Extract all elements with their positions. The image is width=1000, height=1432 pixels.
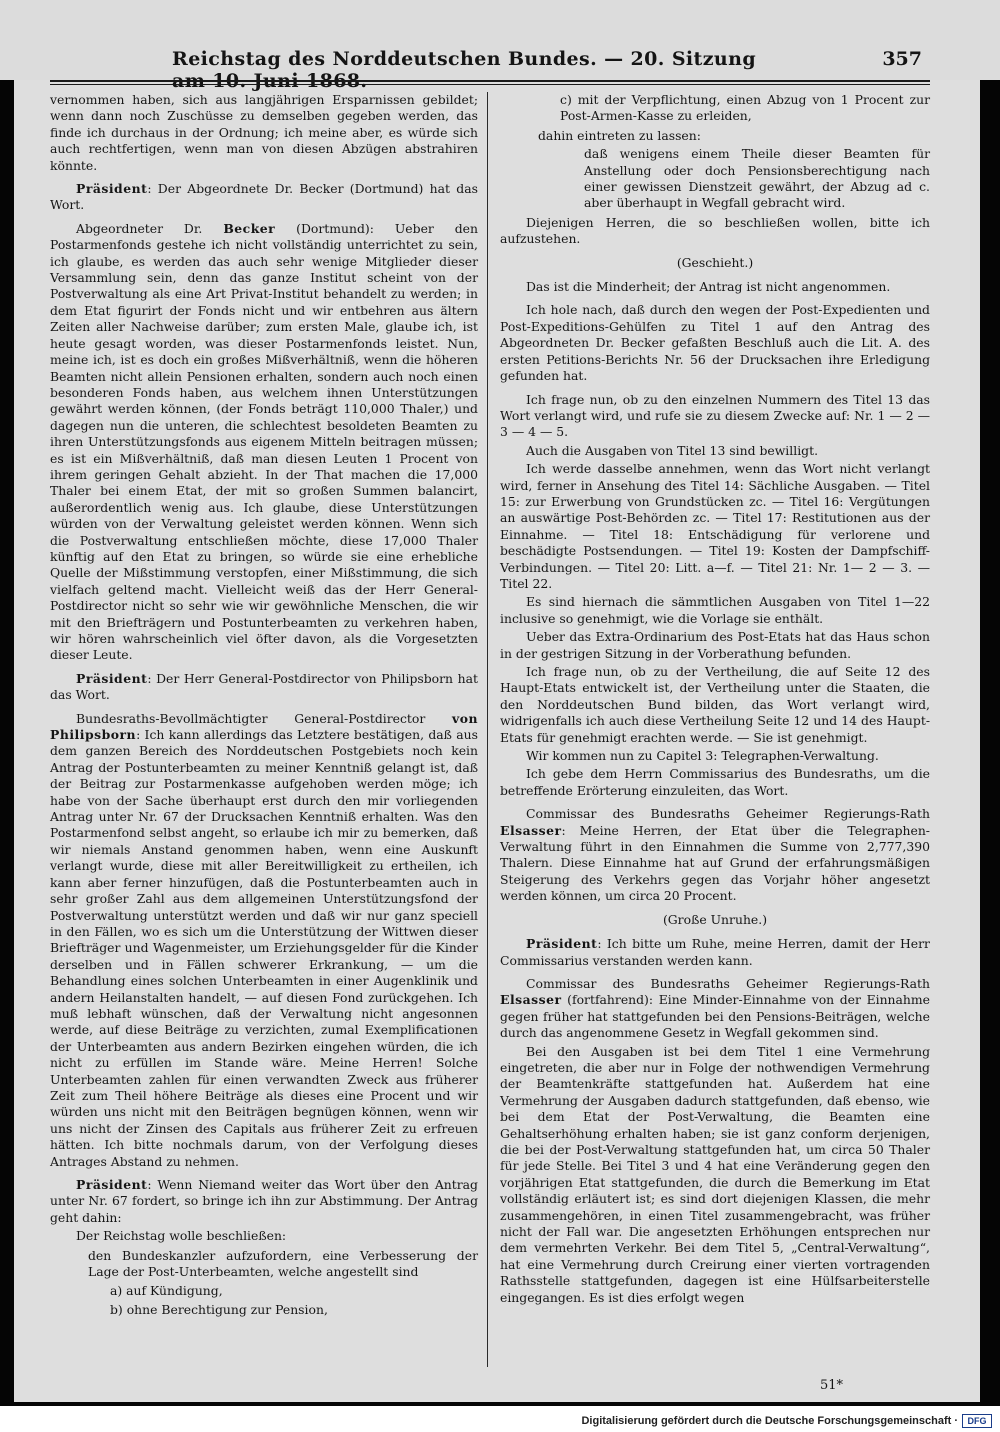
paragraph xyxy=(50,671,478,704)
motion-item: c) mit der Verpflichtung, einen Abzug von 1 Procent zur Post-Armen-Kasse zu erleiden, xyxy=(560,92,930,124)
paragraph: Diejenigen Herren, die so beschließen wollen, bitte ich aufzustehen. xyxy=(500,214,930,247)
speaker-role: Commissar des Bundesraths Geheimer Regierungs-Rath xyxy=(526,806,930,822)
speech-text: : Der Abgeordnete Dr. Becker (Dortmund) hat das Wort. xyxy=(50,181,478,213)
left-column xyxy=(50,92,478,1320)
paragraph: Das ist die Minderheit; der Antrag ist nicht angenommen. xyxy=(526,279,891,295)
motion-line: Der Reichstag wolle beschließen: xyxy=(76,1228,287,1244)
paragraph: Ich frage nun, ob zu der Vertheilung, die auf Seite 12 des Haupt-Etats entwickelt ist, der Vertheilung unter die Staaten, die den Norddeutschen Bund bilden, das Wort verlangt wird, widrigenfalls ich auch diese Vertheilung Seite 12 und 14 des Haupt-Etats für genehmigt erachten werde. — Sie ist genehmigt. xyxy=(500,664,930,745)
funding-credit: Digitalisierung gefördert durch die Deutsche Forschungsgemeinschaft · xyxy=(581,1415,958,1427)
paragraph xyxy=(50,1177,478,1226)
sheet-signature: 51* xyxy=(820,1378,844,1393)
header-rule xyxy=(50,80,930,82)
speech-text: : Ich bitte um Ruhe, meine Herren, damit der Herr Commissarius verstanden werden kann. xyxy=(500,936,930,968)
running-header xyxy=(0,0,1000,80)
paragraph xyxy=(50,181,478,214)
paragraph xyxy=(50,221,478,664)
speaker-name: von Philipsborn xyxy=(50,710,478,743)
paragraph: Ich werde dasselbe annehmen, wenn das Wort nicht verlangt wird, ferner in Ansehung des Titel 14: Sächliche Ausgaben. — Titel 15: zur Erwerbung von Grundstücken zc. — Titel 16: Vergütungen an auswärtige Post-Behörden zc. — Titel 17: Restitutionen aus der Einnahme. — Titel 18: Entschädigung für verlorene und beschädigte Postsendungen. — Titel 19: Kosten der Dampfschiff-Verbindungen. — Titel 20: Litt. a—f. — Titel 21: Nr. 1— 2 — 3. — Titel 22. xyxy=(500,461,930,591)
header-rule-thin xyxy=(50,84,930,85)
motion-line: dahin eintreten zu lassen: xyxy=(538,127,701,143)
speech-text: (fortfahrend): Eine Minder-Einnahme von der Einnahme gegen früher hat stattgefunden bei den Pensions-Beiträgen, welche durch das angenommene Gesetz in Wegfall gekommen sind. xyxy=(500,992,930,1041)
paragraph: Wir kommen nun zu Capitel 3: Telegraphen-Verwaltung. xyxy=(526,748,879,764)
motion-line: den Bundeskanzler aufzufordern, eine Verbesserung der Lage der Post-Unterbeamten, welche angestellt sind xyxy=(88,1247,478,1280)
speaker-name: Präsident xyxy=(76,181,148,197)
paragraph xyxy=(500,806,930,904)
paragraph xyxy=(50,711,478,1170)
speaker-name: Elsasser xyxy=(500,822,562,838)
motion-line: daß wenigens einem Theile dieser Beamten für Anstellung oder doch Pensionsberechtigung nach einer gewissen Dienstzeit gewährt, der Abzug ad c. aber überhaupt in Wegfall gebracht wird. xyxy=(584,146,930,211)
speech-text: : Wenn Niemand weiter das Wort über den Antrag unter Nr. 67 fordert, so bringe ich ihn zur Abstimmung. Der Antrag geht dahin: xyxy=(50,1177,478,1225)
paragraph: Ich frage nun, ob zu den einzelnen Nummern des Titel 13 das Wort verlangt wird, und rufe sie zu diesem Zwecke auf: Nr. 1 — 2 — 3 — 4 — 5. xyxy=(500,391,930,440)
speaker-role: Commissar des Bundesraths Geheimer Regierungs-Rath xyxy=(526,975,930,991)
paragraph: Ich gebe dem Herrn Commissarius des Bundesraths, um die betreffende Erörterung einzuleiten, das Wort. xyxy=(500,766,930,798)
stage-direction: (Geschieht.) xyxy=(676,254,754,270)
paragraph: Auch die Ausgaben von Titel 13 sind bewilligt. xyxy=(526,442,819,458)
paragraph xyxy=(500,976,930,1042)
speaker-name: Präsident xyxy=(526,936,598,952)
paragraph xyxy=(500,936,930,969)
paragraph: Bei den Ausgaben ist bei dem Titel 1 eine Vermehrung eingetreten, die aber nur in Folge der nothwendigen Vermehrung der Beamtenkräfte stattgefunden hat. Außerdem hat eine Vermehrung der Ausgaben dadurch stattgefunden, daß ebenso, wie bei dem Etat der Post-Verwaltung, die Beamten eine Gehaltserhöhung erhalten haben; sie ist ganz conform derjenigen, die bei der Post-Verwaltung stattgefunden hat, um circa 50 Thaler für jede Stelle. Bei Titel 3 und 4 hat eine Veränderung gegen den vorjährigen Etat stattgefunden, die durch die Bemerkung im Etat vollständig erläutert ist; es sind dort diejenigen Klassen, die mehr zusammengehören, in einen Titel zusammengebracht, was früher nicht der Fall war. Die angesetzten Erhöhungen entsprechen nur dem vermehrten Verkehr. Bei dem Titel 5, „Central-Verwaltung“, hat eine Vermehrung durch Creirung einer vierten vortragenden Rathsstelle stattgefunden, dagegen ist eine Hülfsarbeiterstelle eingegangen. Es ist dies erfolgt wegen xyxy=(500,1043,930,1305)
motion-item: b) ohne Berechtigung zur Pension, xyxy=(110,1301,328,1317)
speech-text: (Dortmund): Ueber den Postarmenfonds gestehe ich nicht vollständig unterrichtet zu sein, ich glaube, es werden das auch sehr wenige Mitglieder dieser Versammlung sein, denn das ganze Institut scheint von der Postverwaltung als eine Art Privat-Institut behandelt zu werden; in dem Etat figurirt der Fonds nicht und wir entbehren aus ältern Zeiten aller Nachweise darüber; zum ersten Male, glaube ich, ist heute gesagt worden, was dieser Postarmenfonds leistet. Nun, meine ich, ist es doch ein großes Mißverhältniß, wenn die höheren Beamten nicht allein Pensionen erhalten, sondern auch noch einen besonderen Fonds haben, aus welchem ihnen Unterstützungen gewährt werden können, (der Fonds beträgt 110,000 Thaler,) und dagegen nun die unteren, die schlechtest besoldeten Beamten zu ihren Unterstützungsfonds aus eigenem Mitteln beitragen müssen; es ist ein Mißverhältniß, daß man diesen Leuten 1 Procent von ihrem geringen Gehalt abzieht. In der That machen die 17,000 Thaler bei einem Etat, der mit so großen Summen balancirt, außerordentlich wenig aus. Ich glaube, diese Unterstützungen würden von der Verwaltung geleistet werden können. Wenn sich die Postverwaltung entschließen möchte, diese 17,000 Thaler künftig auf den Etat zu bringen, so würde sie eine erhebliche Quelle der Mißstimmung verstopfen, einer Mißstimmung, die sich vielfach geltend macht. Vielleicht weiß das der Herr General-Postdirector nicht so sehr wie wir gewöhnliche Menschen, die wir mit den Briefträgern und Postunterbeamten zu verkehren haben, wir hören wahrscheinlich viel öfter davon, als die Vorgesetzten dieser Leute. xyxy=(50,220,478,663)
speaker-name: Präsident xyxy=(76,1177,148,1192)
page-title: Reichstag des Norddeutschen Bundes. — 20. Sitzung xyxy=(172,48,757,70)
speech-text: : Meine Herren, der Etat über die Telegraphen-Verwaltung führt in den Einnahmen die Summe von 2,777,390 Thalern. Diese Einnahme hat auf Grund der erfahrungsmäßigen Steigerung des Verkehrs gegen das Vorjahr höher angesetzt werden können, um circa 20 Procent. xyxy=(500,822,930,904)
right-column xyxy=(500,92,930,1313)
paragraph: vernommen haben, sich aus langjährigen Ersparnissen gebildet; wenn dann noch Zuschüsse zu demselben gegeben werden, das finde ich durchaus in der Ordnung; ich meine aber, es würde sich auch rechtfertigen, wenn man von diesen Abzügen abstrahiren könnte. xyxy=(50,92,478,173)
dfg-logo-icon: DFG xyxy=(962,1414,992,1428)
paragraph: Ueber das Extra-Ordinarium des Post-Etats hat das Haus schon in der gestrigen Sitzung in der Vorberathung befunden. xyxy=(500,629,930,661)
page-number: 357 xyxy=(882,48,922,70)
speaker-name: Becker xyxy=(223,220,276,236)
paragraph: Es sind hiernach die sämmtlichen Ausgaben von Titel 1—22 inclusive so genehmigt, wie die Vorlage sie enthält. xyxy=(500,594,930,626)
speaker-role: Abgeordneter Dr. xyxy=(76,220,224,236)
paragraph: Ich hole nach, daß durch den wegen der Post-Expedienten und Post-Expeditions-Gehülfen zu Titel 1 auf den Antrag des Abgeordneten Dr. Becker gefaßten Beschluß auch die Lit. A. des ersten Petitions-Berichts Nr. 56 der Drucksachen ihre Erledigung gefunden hat. xyxy=(500,302,930,384)
column-divider xyxy=(487,92,488,1367)
speech-text: : Ich kann allerdings das Letztere bestätigen, daß aus dem ganzen Bereich des Norddeutschen Postgebiets noch kein Antrag der Postunterbeamten zu meiner Kenntniß gelangt ist, daß der Beitrag zur Postarmenkasse aufgehoben werden möge; ich habe von der Sache überhaupt erst durch den mir vorliegenden Antrag unter Nr. 67 der Drucksachen Kenntniß erhalten. Was den Postarmenfond selbst angeht, so erlaube ich mir zu bemerken, daß wir niemals Anstand genommen haben, wenn eine Auskunft verlangt wurde, diese mit aller Bereitwilligkeit zu ertheilen, ich kann aber ferner hinzufügen, daß die Postunterbeamten auch in sehr großer Zahl aus dem allgemeinen Unterstützungsfond der Postverwaltung unterstützt werden und daß wir nur ganz speciell in den Fällen, wo es sich um die Unterstützung der Wittwen dieser Briefträger und Wagenmeister, um Erziehungsgelder für die Kinder derselben und in Fällen schwerer Erkrankung, — um die Behandlung eines solchen Unterbeamten in einer Augenklinik und andern Heilanstalten handelt, — auf diesen Fond zurückgehen. Ich muß lebhaft wünschen, daß der Verwaltung nicht angesonnen werde, auf diese Beiträge zu verzichten, zumal Exemplificationen der Unterbeamten aus andern Bezirken eingehen würden, die ich nicht zu erfüllen im Stande wäre. Meine Herren! Solche Unterbeamten zahlen für einen verwandten Zweck aus früherer Zeit zum Theil höhere Beiträge als dieses eine Procent und wir würden uns nicht mit den Beiträgen begnügen können, wenn wir uns nicht der Zinsen des Capitals aus früherer Zeit zu erfreuen hätten. Ich bitte nochmals darum, von der Verfolgung dieses Antrages Abstand zu nehmen. xyxy=(50,727,478,1169)
speaker-role: Bundesraths-Bevollmächtigter General-Postdirector xyxy=(76,710,453,726)
speaker-name: Präsident xyxy=(76,670,148,686)
footer-bar xyxy=(0,1410,1000,1432)
speaker-name: Elsasser xyxy=(500,992,562,1008)
speech-text: : Der Herr General-Postdirector von Philipsborn hat das Wort. xyxy=(50,670,478,703)
motion-item: a) auf Kündigung, xyxy=(110,1283,223,1299)
stage-direction: (Große Unruhe.) xyxy=(662,911,768,927)
